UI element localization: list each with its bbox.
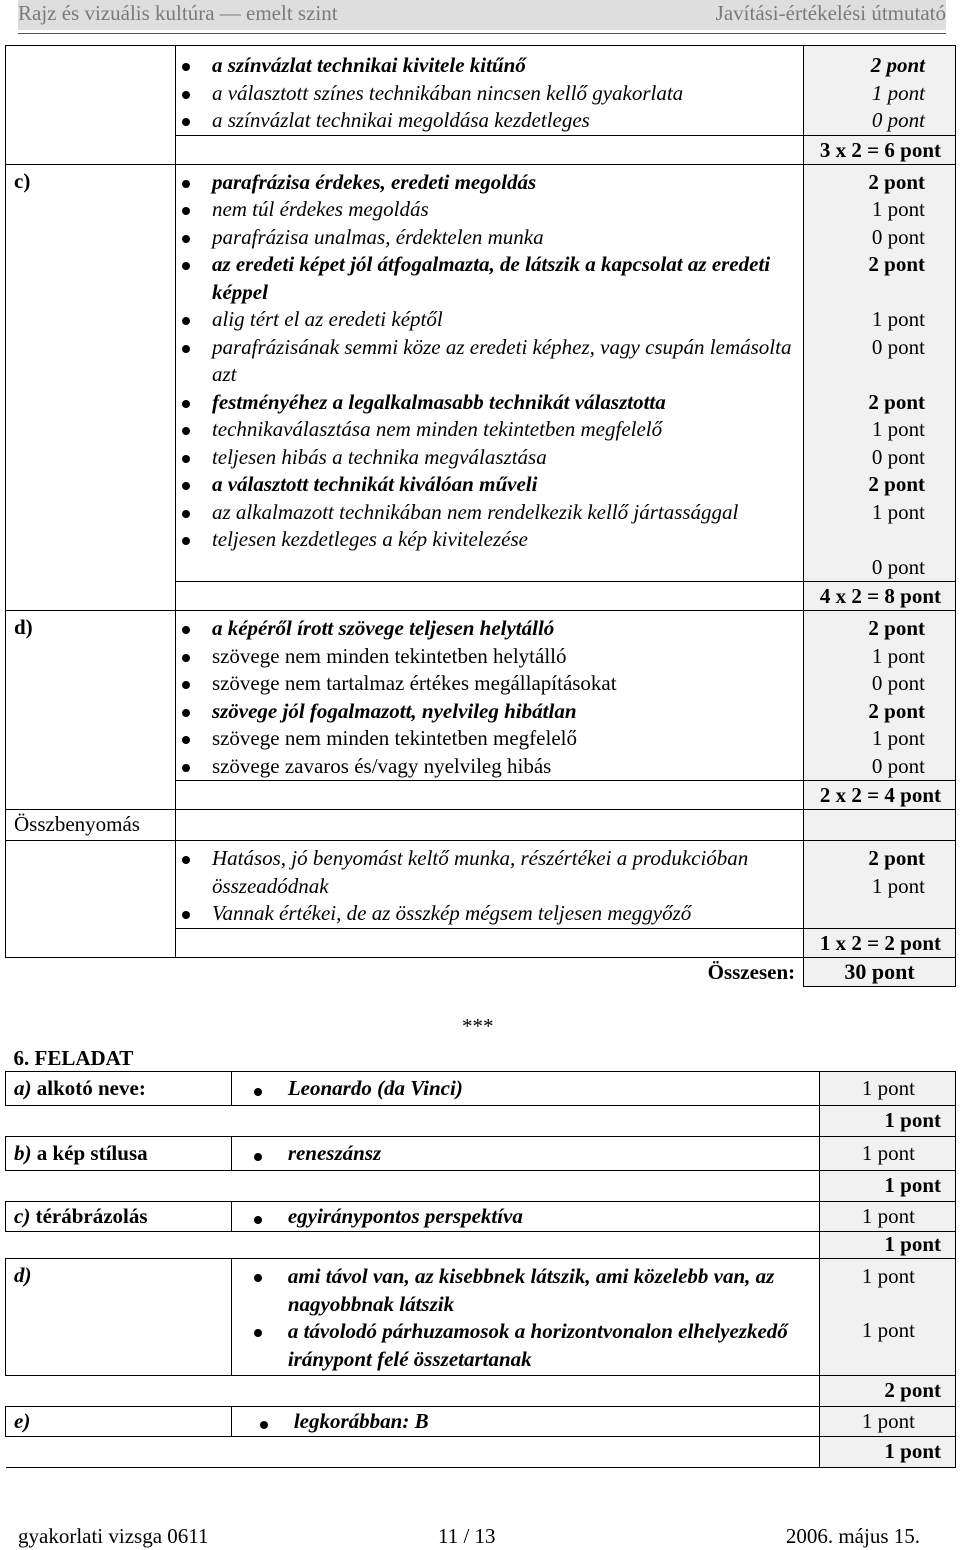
bullet-icon — [260, 1421, 268, 1429]
list-item: alig tért el az eredeti képtől — [176, 306, 803, 334]
list-item: a színvázlat technikai megoldása kezdetleges — [176, 107, 803, 135]
list-item: technikaválasztása nem minden tekintetben megfelelő — [176, 416, 803, 444]
bullet-icon — [182, 345, 190, 353]
bullet-icon — [254, 1153, 262, 1161]
sum-label: Összesen: — [6, 957, 804, 986]
e-answer: legkorábban: B — [231, 1407, 819, 1437]
d-answers — [231, 1259, 819, 1376]
b-answer: reneszánsz — [231, 1137, 819, 1171]
list-item: szövege jól fogalmazott, nyelvileg hibátlan — [176, 698, 803, 726]
d-criteria-list — [176, 615, 803, 780]
header-left: Rajz és vizuális kultúra — emelt szint — [18, 1, 338, 25]
b-style-label: b) a kép stílusa — [6, 1137, 232, 1171]
list-item: szövege nem tartalmaz értékes megállapításokat — [176, 670, 803, 698]
e-points: 1 pont — [820, 1407, 956, 1437]
bullet-icon — [182, 427, 190, 435]
header-rule — [18, 33, 946, 34]
header-right: Javítási-értékelési útmutató — [715, 1, 946, 25]
d-points: 1 pont 1 pont — [820, 1259, 956, 1376]
bullet-icon — [182, 510, 190, 518]
c-total: 1 pont — [820, 1232, 956, 1259]
list-item: szövege nem minden tekintetben helytálló — [176, 643, 803, 671]
bullet-icon — [182, 911, 190, 919]
list-item: Hatásos, jó benyomást keltő munka, részértékei a produkcióban összeadódnak — [176, 845, 803, 900]
task6-title: 6. FELADAT — [13, 1046, 134, 1070]
a-points: 1 pont — [820, 1072, 956, 1106]
list-item: parafrázisa érdekes, eredeti megoldás — [176, 169, 803, 197]
bullet-icon — [182, 709, 190, 717]
b-criteria-list — [176, 52, 803, 135]
list-item: az alkalmazott technikában nem rendelkezik kellő jártassággal — [176, 499, 803, 527]
bullet-icon — [182, 482, 190, 490]
rubric-table — [5, 45, 956, 987]
bullet-icon — [182, 455, 190, 463]
footer-center: 11 / 13 — [438, 1524, 496, 1548]
list-item: Vannak értékei, de az összkép mégsem teljesen meggyőző — [176, 900, 803, 928]
b-points: 2 pont 1 pont 0 pont — [804, 46, 956, 136]
d-total: 2 x 2 = 4 pont — [804, 781, 956, 810]
list-item: nem túl érdekes megoldás — [176, 196, 803, 224]
bullet-icon — [182, 537, 190, 545]
c-points: 1 pont — [820, 1202, 956, 1232]
d-task-label: d) — [6, 1259, 232, 1376]
separator-stars: *** — [462, 1014, 494, 1038]
bullet-icon — [254, 1088, 262, 1096]
bullet-icon — [182, 63, 190, 71]
bullet-icon — [182, 626, 190, 634]
bullet-icon — [254, 1274, 262, 1282]
b-total: 1 pont — [820, 1171, 956, 1202]
list-item: a távolodó párhuzamosok a horizontvonalon elhelyezkedő iránypont felé összetartanak — [232, 1318, 819, 1373]
b-points: 1 pont — [820, 1137, 956, 1171]
c-label: c) — [6, 164, 176, 611]
bullet-icon — [182, 764, 190, 772]
list-item: a színvázlat technikai kivitele kitűnő — [176, 52, 803, 80]
bullet-icon — [182, 207, 190, 215]
c-answer: egyiránypontos perspektíva — [231, 1202, 819, 1232]
d-total: 2 pont — [820, 1376, 956, 1407]
bullet-icon — [182, 262, 190, 270]
bullet-icon — [182, 681, 190, 689]
task6-table — [5, 1045, 956, 1468]
e-total: 1 pont — [820, 1437, 956, 1468]
d-points: 2 pont 1 pont 0 pont 2 pont 1 pont 0 pont — [804, 611, 956, 781]
footer-right: 2006. május 15. — [785, 1524, 920, 1548]
page-header — [18, 0, 946, 30]
list-item: az eredeti képet jól átfogalmazta, de látszik a kapcsolat az eredeti képpel — [176, 251, 803, 306]
c-space-label: c) térábrázolás — [6, 1202, 232, 1232]
bullet-icon — [254, 1329, 262, 1337]
bullet-icon — [182, 118, 190, 126]
e-label: e) — [6, 1407, 232, 1437]
bullet-icon — [182, 317, 190, 325]
overall-label: Összbenyomás — [6, 810, 176, 841]
list-item: teljesen hibás a technika megválasztása — [176, 444, 803, 472]
c-criteria-list — [176, 169, 803, 554]
a-label: a) alkotó neve: — [6, 1072, 232, 1106]
overall-total: 1 x 2 = 2 pont — [804, 928, 956, 957]
footer-left: gyakorlati vizsga 0611 — [18, 1524, 209, 1548]
list-item: szövege zavaros és/vagy nyelvileg hibás — [176, 753, 803, 781]
b-label-cell — [6, 46, 176, 165]
list-item: parafrázisa unalmas, érdektelen munka — [176, 224, 803, 252]
list-item: parafrázisának semmi köze az eredeti képhez, vagy csupán lemásolta azt — [176, 334, 803, 389]
overall-points: 2 pont 1 pont — [804, 841, 956, 929]
list-item: szövege nem minden tekintetben megfelelő — [176, 725, 803, 753]
bullet-icon — [182, 180, 190, 188]
bullet-icon — [254, 1216, 262, 1224]
list-item: a választott technikát kiválóan műveli — [176, 471, 803, 499]
c-total: 4 x 2 = 8 pont — [804, 582, 956, 611]
bullet-icon — [182, 235, 190, 243]
a-answer: Leonardo (da Vinci) — [231, 1072, 819, 1106]
bullet-icon — [182, 736, 190, 744]
bullet-icon — [182, 856, 190, 864]
list-item: festményéhez a legalkalmasabb technikát választotta — [176, 389, 803, 417]
bullet-icon — [182, 400, 190, 408]
bullet-icon — [182, 91, 190, 99]
c-points: 2 pont 1 pont 0 pont 2 pont 1 pont 0 pont 2 pont 1 pont 0 pont 2 pont 1 pont 0 pont — [804, 164, 956, 582]
list-item: a választott színes technikában nincsen kellő gyakorlata — [176, 80, 803, 108]
list-item: a képéről írott szövege teljesen helytálló — [176, 615, 803, 643]
overall-criteria-list — [176, 845, 803, 928]
list-item: ami távol van, az kisebbnek látszik, ami közelebb van, az nagyobbnak látszik — [232, 1263, 819, 1318]
b-total: 3 x 2 = 6 pont — [804, 135, 956, 164]
a-total: 1 pont — [820, 1106, 956, 1137]
list-item: teljesen kezdetleges a kép kivitelezése — [176, 526, 803, 554]
bullet-icon — [182, 654, 190, 662]
sum-value: 30 pont — [804, 957, 956, 986]
d-label: d) — [6, 611, 176, 810]
